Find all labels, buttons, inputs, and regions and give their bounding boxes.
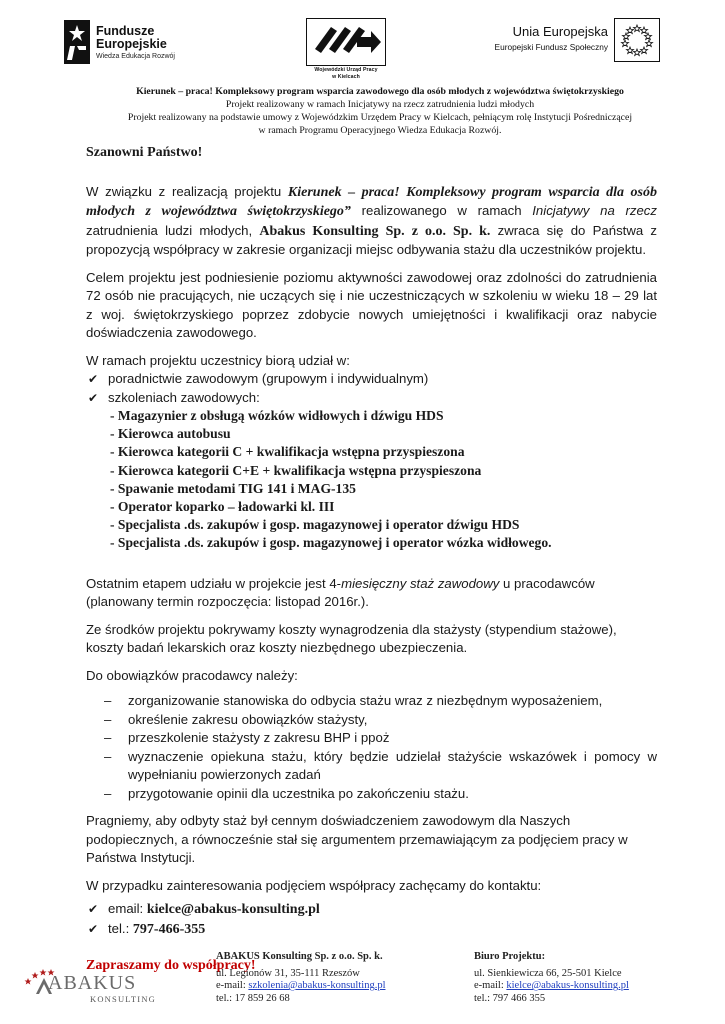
duty-label: określenie zakresu obowiązków stażysty, <box>128 711 368 727</box>
list-item <box>86 920 657 940</box>
training-item: - Specjalista .ds. zakupów i gosp. magazynowej i operator dźwigu HDS <box>110 517 520 533</box>
dash-bullet: – <box>104 748 112 764</box>
duties-intro: Do obowiązków pracodawcy należy: <box>86 667 298 683</box>
letter-body <box>86 144 657 976</box>
training-item: - Magazynier z obsługą wózków widłowych i dźwigu HDS <box>110 408 444 423</box>
training-item: - Kierowca kategorii C+E + kwalifikacja wstępna przyspieszona <box>110 462 482 478</box>
participation-list <box>86 370 657 407</box>
abakus-logo <box>20 960 170 1006</box>
fundusze-star-icon <box>64 20 90 64</box>
intro-paragraph <box>86 183 657 260</box>
internship-part1: Ostatnim etapem udziału w projekcie jest 4- <box>86 575 342 591</box>
duty-label: przygotowanie opinii dla uczestnika po zakończeniu stażu. <box>128 785 469 801</box>
trainings-list <box>86 407 657 553</box>
checkmark-icon: ✔ <box>88 390 99 405</box>
training-item: - Kierowca kategorii C + kwalifikacja wstępna przyspieszona <box>110 444 465 460</box>
footer-office-email-row <box>474 980 629 993</box>
project-header-line4: w ramach Programu Operacyjnego Wiedza Edukacja Rozwój. <box>258 125 502 136</box>
contact-phone[interactable]: 797-466-355 <box>132 921 206 937</box>
training-item: - Specjalista .ds. zakupów i gosp. magazynowej i operator wózka widłowego. <box>110 535 552 551</box>
fundusze-europejskie-logo <box>64 20 204 64</box>
duty-label: zorganizowanie stanowiska do odbycia stażu wraz z niezbędnym wyposażeniem, <box>128 693 603 709</box>
dash-bullet: – <box>104 785 112 801</box>
fundusze-line2: Europejskie <box>96 37 167 51</box>
eu-flag-icon <box>614 18 660 62</box>
footer-company-address: ul. Legionów 31, 35-111 Rzeszów <box>216 967 360 979</box>
project-header-line3: Projekt realizowany na podstawie umowy z Wojewódzkim Urzędem Pracy w Kielcach, pełniącym rolę Instytucji Pośredniczącej <box>127 112 633 123</box>
list-item <box>86 729 657 748</box>
tel-label: tel.: <box>108 920 133 936</box>
dash-bullet: – <box>104 711 112 727</box>
intro-part3: zatrudnienia ludzi młodych, <box>86 222 260 238</box>
participation-item-label: poradnictwie zawodowym (grupowym i indywidualnym) <box>108 371 429 386</box>
hope-paragraph: Pragniemy, aby odbyty staż był cennym doświadczeniem zawodowym dla Naszych podopiecznych, a równocześnie stał się argumentem przemawiającym za podjęciem pracy w Państwa Instytucji. <box>86 813 628 866</box>
ue-fund-name: Europejski Fundusz Społeczny <box>494 42 608 52</box>
fundusze-line3: Wiedza Edukacja Rozwój <box>96 53 175 60</box>
closing-invitation: Zapraszamy do współpracy! <box>86 958 256 974</box>
wup-caption-line2: w Kielcach <box>332 74 360 80</box>
wup-logo <box>306 18 386 80</box>
project-header <box>60 85 700 137</box>
list-item <box>86 711 657 730</box>
footer-company-email-row <box>216 980 385 993</box>
list-item <box>86 370 657 389</box>
fundusze-line1: Fundusze <box>96 24 155 38</box>
training-item: - Spawanie metodami TIG 141 i MAG-135 <box>110 480 356 496</box>
list-item <box>86 900 657 920</box>
footer-email-label: e-mail: <box>474 980 507 992</box>
footer-office-title: Biuro Projektu: <box>474 951 546 962</box>
duties-list <box>86 692 657 803</box>
contact-email[interactable]: kielce@abakus-konsulting.pl <box>146 902 320 918</box>
footer-company-block <box>216 951 385 1005</box>
intro-part2: realizowanego w ramach <box>350 203 533 218</box>
footer-company-title: ABAKUS Konsulting Sp. z o.o. Sp. k. <box>216 951 383 962</box>
duty-label: wyznaczenie opiekuna stażu, który będzie udzielał stażyście wskazówek i pomocy w wypełnianiu powierzonych zadań <box>128 748 657 783</box>
wup-arrows-icon <box>306 18 386 66</box>
abakus-subtitle: KONSULTING <box>90 994 156 1004</box>
training-item: - Operator koparko – ładowarki kl. III <box>110 499 335 515</box>
intro-part4: zwraca się do Państwa z propozycją współpracy w zakresie organizacji miejsc odbywania stażu dla uczestników projektu. <box>86 222 658 257</box>
internship-paragraph <box>86 575 657 612</box>
training-item: - Kierowca autobusu <box>110 426 231 442</box>
list-item <box>86 389 657 408</box>
email-label: email: <box>108 901 147 917</box>
footer-office-phone: tel.: 797 466 355 <box>474 992 546 1004</box>
intro-project-name: Kierunek – praca! Kompleksowy program wsparcia dla osób młodych z województwa świętokrzyskiego” <box>86 184 657 219</box>
intro-initiative: Inicjatywy na rzecz <box>532 203 657 218</box>
ue-name: Unia Europejska <box>512 24 608 39</box>
checkmark-icon: ✔ <box>88 921 99 936</box>
list-item <box>86 692 657 711</box>
footer-company-email-link[interactable]: szkolenia@abakus-konsulting.pl <box>248 980 386 992</box>
checkmark-icon: ✔ <box>88 902 99 917</box>
footer-office-email-link[interactable]: kielce@abakus-konsulting.pl <box>506 980 629 992</box>
footer-office-address: ul. Sienkiewicza 66, 25-501 Kielce <box>474 967 622 979</box>
checkmark-icon: ✔ <box>88 372 99 386</box>
unia-europejska-logo <box>488 18 660 62</box>
abakus-wordmark: ABAKUS <box>48 972 137 994</box>
contact-list <box>86 900 657 939</box>
costs-paragraph: Ze środków projektu pokrywamy koszty wynagrodzenia dla stażysty (stypendium stażowe), koszty badań lekarskich oraz koszty niezbędnego ubezpieczenia. <box>86 621 617 656</box>
internship-italic: miesięczny staż zawodowy <box>341 575 500 591</box>
wup-caption-line1: Wojewódzki Urząd Pracy <box>314 67 378 73</box>
intro-part1: W związku z realizacją projektu <box>86 183 288 199</box>
greeting: Szanowni Państwo! <box>86 145 203 160</box>
footer-company-phone: tel.: 17 859 26 68 <box>216 992 290 1004</box>
list-item <box>86 748 657 785</box>
internship-part2: u pracodawców (planowany termin rozpoczęcia: listopad 2016r.). <box>86 575 595 610</box>
project-header-line2: Projekt realizowany w ramach Inicjatywy na rzecz zatrudnienia ludzi młodych <box>225 99 535 110</box>
participation-intro: W ramach projektu uczestnicy biorą udział w: <box>86 352 350 368</box>
dash-bullet: – <box>104 730 112 746</box>
footer-office-block <box>474 951 629 1005</box>
intro-company: Abakus Konsulting Sp. z o.o. Sp. k. <box>259 223 491 239</box>
contact-intro: W przypadku zainteresowania podjęciem współpracy zachęcamy do kontaktu: <box>86 877 542 893</box>
footer-email-label: e-mail: <box>216 980 249 992</box>
goal-paragraph: Celem projektu jest podniesienie poziomu aktywności zawodowej oraz zdolności do zatrudnienia 72 osób nie pracujących, nie uczących się i nie uczestniczących w szkoleniu w wieku 18 – 29 lat z woj. świętokrzyskiego poprzez zdobycie nowych umiejętności i kwalifikacji oraz nabycie doświadczenia zawodowego. <box>86 269 657 340</box>
project-header-line1: Kierunek – praca! Kompleksowy program wsparcia zawodowego dla osób młodych z województwa świętokrzyskiego <box>136 86 624 97</box>
participation-item-label: szkoleniach zawodowych: <box>108 389 260 405</box>
duty-label: przeszkolenie stażysty z zakresu BHP i ppoż <box>128 730 390 746</box>
list-item <box>86 785 657 804</box>
dash-bullet: – <box>104 693 112 709</box>
